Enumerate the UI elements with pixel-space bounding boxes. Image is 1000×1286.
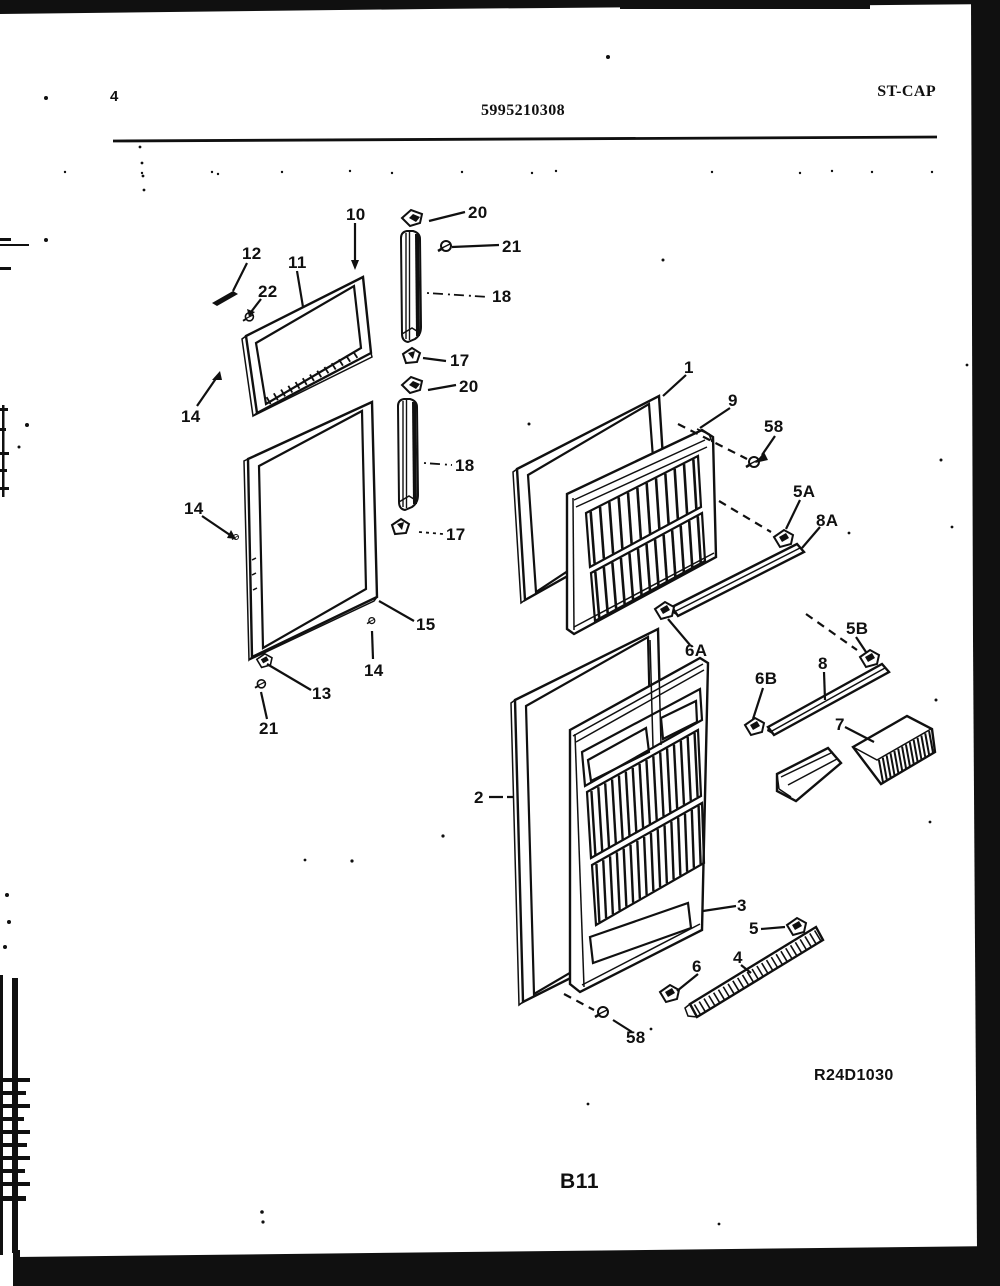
part-18-retainer-strip-top [401, 231, 421, 342]
part-5-end-cap [787, 918, 806, 935]
callout-18-mid: 18 [455, 456, 475, 475]
callout-12: 12 [242, 244, 262, 263]
callout-8: 8 [818, 654, 828, 673]
callout-11: 11 [288, 253, 307, 272]
part-5a-end-cap [774, 530, 793, 547]
part-8-trim-rail [767, 664, 889, 735]
part-20-clip-lower [402, 377, 422, 393]
callout-4: 4 [733, 948, 743, 967]
part-5b-end-cap [860, 650, 879, 667]
part-17-clip-top [403, 348, 420, 363]
callout-8a: 8A [816, 511, 839, 530]
callout-14-top: 14 [181, 407, 201, 426]
callout-2: 2 [474, 788, 484, 807]
part-6a-end-cap [655, 602, 674, 619]
model-code: ST-CAP [877, 83, 936, 100]
callout-6: 6 [692, 957, 702, 976]
callout-14-bottom: 14 [364, 661, 384, 680]
callout-21-top: 21 [502, 237, 522, 256]
part-12-shim [212, 291, 238, 306]
part-20-clip-top [402, 210, 422, 226]
callout-22: 22 [258, 282, 278, 301]
part-14-screw-bottom [367, 618, 375, 624]
part-17-clip-lower [392, 519, 409, 534]
exploded-diagram [181, 203, 935, 1047]
header-rule [113, 137, 937, 141]
callout-9: 9 [728, 391, 738, 410]
part-7-handle-ribbed [853, 716, 935, 784]
part-4-lower-trim-rail [685, 927, 823, 1017]
callout-5: 5 [749, 919, 759, 938]
callout-7: 7 [835, 715, 845, 734]
page-header [110, 83, 937, 141]
diagram-code: R24D1030 [814, 1067, 894, 1084]
part-21-screw-top [438, 241, 451, 251]
part-6b-end-cap [745, 718, 764, 735]
callout-17-top: 17 [450, 351, 470, 370]
callout-6a: 6A [685, 641, 708, 660]
scan-bar-right [971, 0, 1000, 1250]
part-15-fridge-gasket [244, 402, 377, 660]
part-18-retainer-strip-lower [398, 399, 418, 510]
scan-specks [44, 55, 968, 1225]
callout-21-bottom: 21 [259, 719, 279, 738]
part-58-screw-bottom [595, 1007, 608, 1017]
callout-13: 13 [312, 684, 332, 703]
scan-streak-top [620, 5, 870, 9]
callout-58-bottom: 58 [626, 1028, 646, 1047]
callout-14-mid: 14 [184, 499, 204, 518]
part-7-handle-plain [777, 748, 841, 801]
callout-5b: 5B [846, 619, 869, 638]
part-6-end-cap [660, 985, 679, 1002]
scan-bar-bottom [16, 1246, 1000, 1286]
callout-15: 15 [416, 615, 436, 634]
callout-10: 10 [346, 205, 366, 224]
page-footer [560, 1067, 894, 1193]
callout-6b: 6B [755, 669, 778, 688]
callout-1: 1 [684, 358, 694, 377]
callout-17-mid: 17 [446, 525, 466, 544]
scan-noise-left-mid [0, 405, 29, 497]
callout-20-mid: 20 [459, 377, 479, 396]
scan-noise-left-top [0, 238, 29, 270]
callout-20-top: 20 [468, 203, 488, 222]
callout-3: 3 [737, 896, 747, 915]
callout-5a: 5A [793, 482, 816, 501]
scan-noise-left-bottom [0, 893, 30, 1286]
callout-18-top: 18 [492, 287, 512, 306]
publication-number: 5995210308 [481, 102, 565, 119]
page-number: 4 [110, 88, 119, 105]
part-21-screw-bottom [255, 680, 265, 688]
page-label: B11 [560, 1170, 600, 1193]
callout-58-top: 58 [764, 417, 784, 436]
